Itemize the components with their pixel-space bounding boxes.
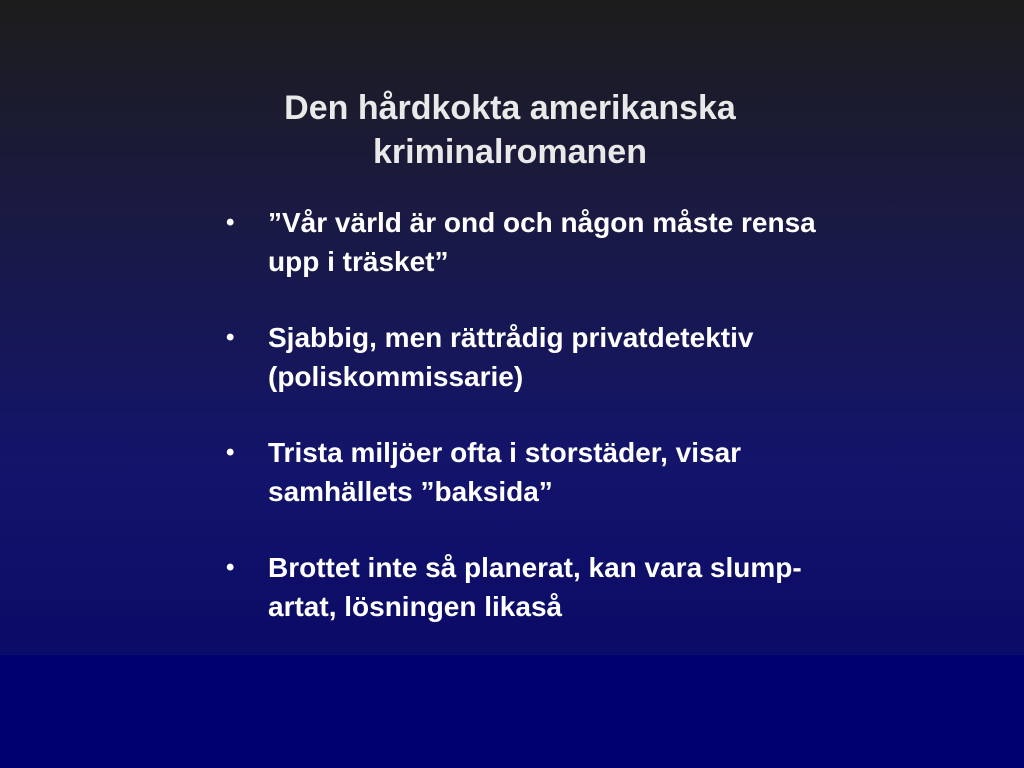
- slide-title: [240, 86, 780, 174]
- slide-bottom-band: [0, 655, 1024, 768]
- slide-title-line: kriminalromanen: [373, 133, 647, 171]
- bullet-text-line: Sjabbig, men rättrådig privatdetektiv: [268, 322, 754, 353]
- bullet-icon: •: [226, 439, 235, 466]
- bullet-item: [226, 203, 906, 281]
- bullet-icon: •: [226, 554, 235, 581]
- bullet-item: [226, 548, 906, 626]
- bullet-list: [226, 203, 906, 663]
- bullet-icon: •: [226, 209, 235, 236]
- bullet-text-line: samhällets ”baksida”: [268, 476, 553, 507]
- bullet-text-line: Brottet inte så planerat, kan vara slump-: [268, 552, 802, 583]
- bullet-text-line: artat, lösningen likaså: [268, 591, 563, 622]
- bullet-text-line: ”Vår värld är ond och någon måste rensa: [268, 207, 816, 238]
- bullet-text-line: upp i träsket”: [268, 246, 449, 277]
- bullet-item: [226, 433, 906, 511]
- bullet-text-line: (poliskommissarie): [268, 361, 524, 392]
- bullet-item: [226, 318, 906, 396]
- slide-title-line: Den hårdkokta amerikanska: [284, 89, 736, 127]
- bullet-icon: •: [226, 324, 235, 351]
- bullet-text-line: Trista miljöer ofta i storstäder, visar: [268, 437, 742, 468]
